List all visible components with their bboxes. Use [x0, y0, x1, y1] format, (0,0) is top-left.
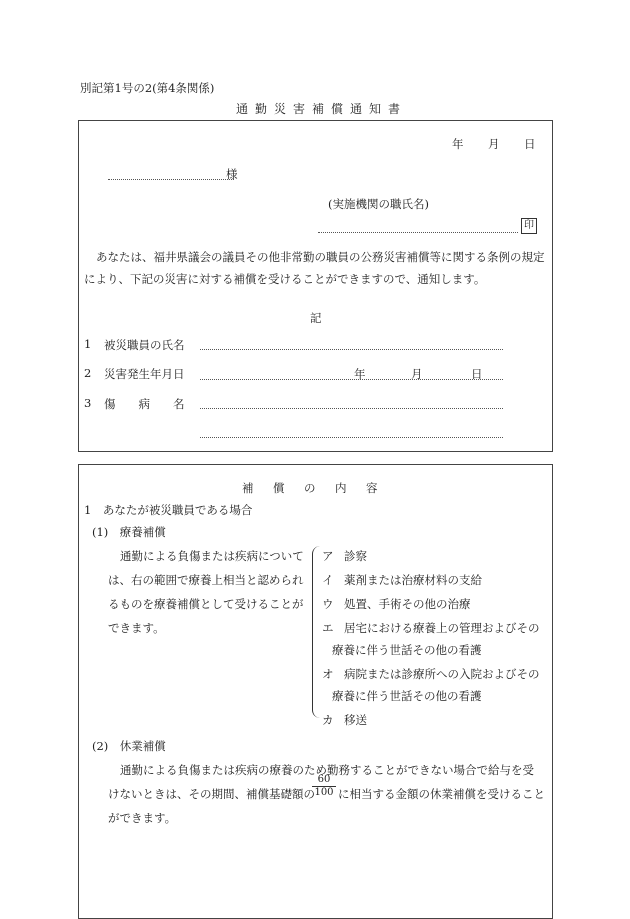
- leave-text-line2-before: けないときは、その期間、補償基礎額の: [108, 787, 315, 801]
- item-2-label: 災害発生年月日: [104, 367, 185, 381]
- scope-e-text-line1: 居宅における療養上の管理およびその: [344, 621, 540, 635]
- accident-date-field[interactable]: [200, 379, 503, 380]
- issuer-field[interactable]: [318, 232, 518, 233]
- scope-ka-mark: カ: [322, 713, 334, 727]
- addressee-suffix: 様: [226, 167, 238, 181]
- date-year: 年: [452, 137, 464, 151]
- notice-body-line1: あなたは、福井県議会の議員その他非常勤の職員の公務災害補償等に関する条例の規定: [96, 250, 545, 264]
- scope-o-text-line2: 療養に伴う世話その他の看護: [332, 689, 482, 703]
- date-month: 月: [488, 137, 500, 151]
- accident-month: 月: [411, 367, 423, 381]
- date-day: 日: [524, 137, 536, 151]
- medical-text-line1: 通勤による負傷または疾病について: [120, 549, 304, 563]
- scope-a-text: 診察: [344, 549, 367, 563]
- scope-a-mark: ア: [322, 549, 334, 563]
- form-title: 通勤災害補償通知書: [236, 102, 408, 116]
- fraction-numerator: 60: [312, 774, 336, 787]
- compensation-title: 補 償 の 内 容: [242, 481, 382, 495]
- seal-mark: 印: [521, 218, 537, 234]
- ki-heading: 記: [310, 311, 322, 325]
- medical-text-line4: できます。: [108, 621, 165, 635]
- scope-o-mark: オ: [322, 667, 334, 681]
- issuer-label: (実施機関の職氏名): [328, 197, 429, 211]
- appendix-reference: 別記第1号の2(第4条関係): [80, 81, 215, 95]
- accident-day: 日: [471, 367, 483, 381]
- scope-i-mark: イ: [322, 573, 334, 587]
- injured-name-field[interactable]: [200, 349, 503, 350]
- injury-name-field-2[interactable]: [200, 437, 503, 438]
- item-1-label: 被災職員の氏名: [104, 338, 185, 352]
- scope-o-text-line1: 病院または診療所への入院およびその: [344, 667, 540, 681]
- medical-heading: (1) 療養補償: [92, 525, 166, 539]
- injury-name-field-1[interactable]: [200, 408, 503, 409]
- item-3-number: 3: [84, 396, 92, 410]
- medical-text-line3: るものを療養補償として受けることが: [108, 597, 304, 611]
- leave-text-line1: 通勤による負傷または疾病の療養のため勤務することができない場合で給与を受: [120, 763, 534, 777]
- item-2-number: 2: [84, 366, 92, 380]
- fraction-denominator: 100: [314, 787, 334, 798]
- scope-i-text: 薬剤または治療材料の支給: [344, 573, 482, 587]
- scope-e-mark: エ: [322, 621, 334, 635]
- scope-e-text-line2: 療養に伴う世話その他の看護: [332, 643, 482, 657]
- scope-u-text: 処置、手術その他の治療: [344, 597, 471, 611]
- leave-text-line3: ができます。: [108, 811, 177, 825]
- addressee-field[interactable]: [108, 179, 234, 180]
- item-3-label: 傷 病 名: [104, 397, 185, 411]
- accident-year: 年: [354, 367, 366, 381]
- scope-ka-text: 移送: [344, 713, 367, 727]
- notice-body-line2: により、下記の災害に対する補償を受けることができますので、通知します。: [84, 272, 486, 286]
- scope-brace: [312, 546, 321, 718]
- case1-heading: 1 あなたが被災職員である場合: [84, 503, 253, 517]
- scope-u-mark: ウ: [322, 597, 334, 611]
- medical-text-line2: は、右の範囲で療養上相当と認められ: [108, 573, 304, 587]
- benefit-ratio-fraction: [312, 774, 336, 799]
- leave-text-line2-after: に相当する金額の休業補償を受けること: [338, 787, 545, 801]
- leave-heading: (2) 休業補償: [92, 739, 166, 753]
- item-1-number: 1: [84, 337, 92, 351]
